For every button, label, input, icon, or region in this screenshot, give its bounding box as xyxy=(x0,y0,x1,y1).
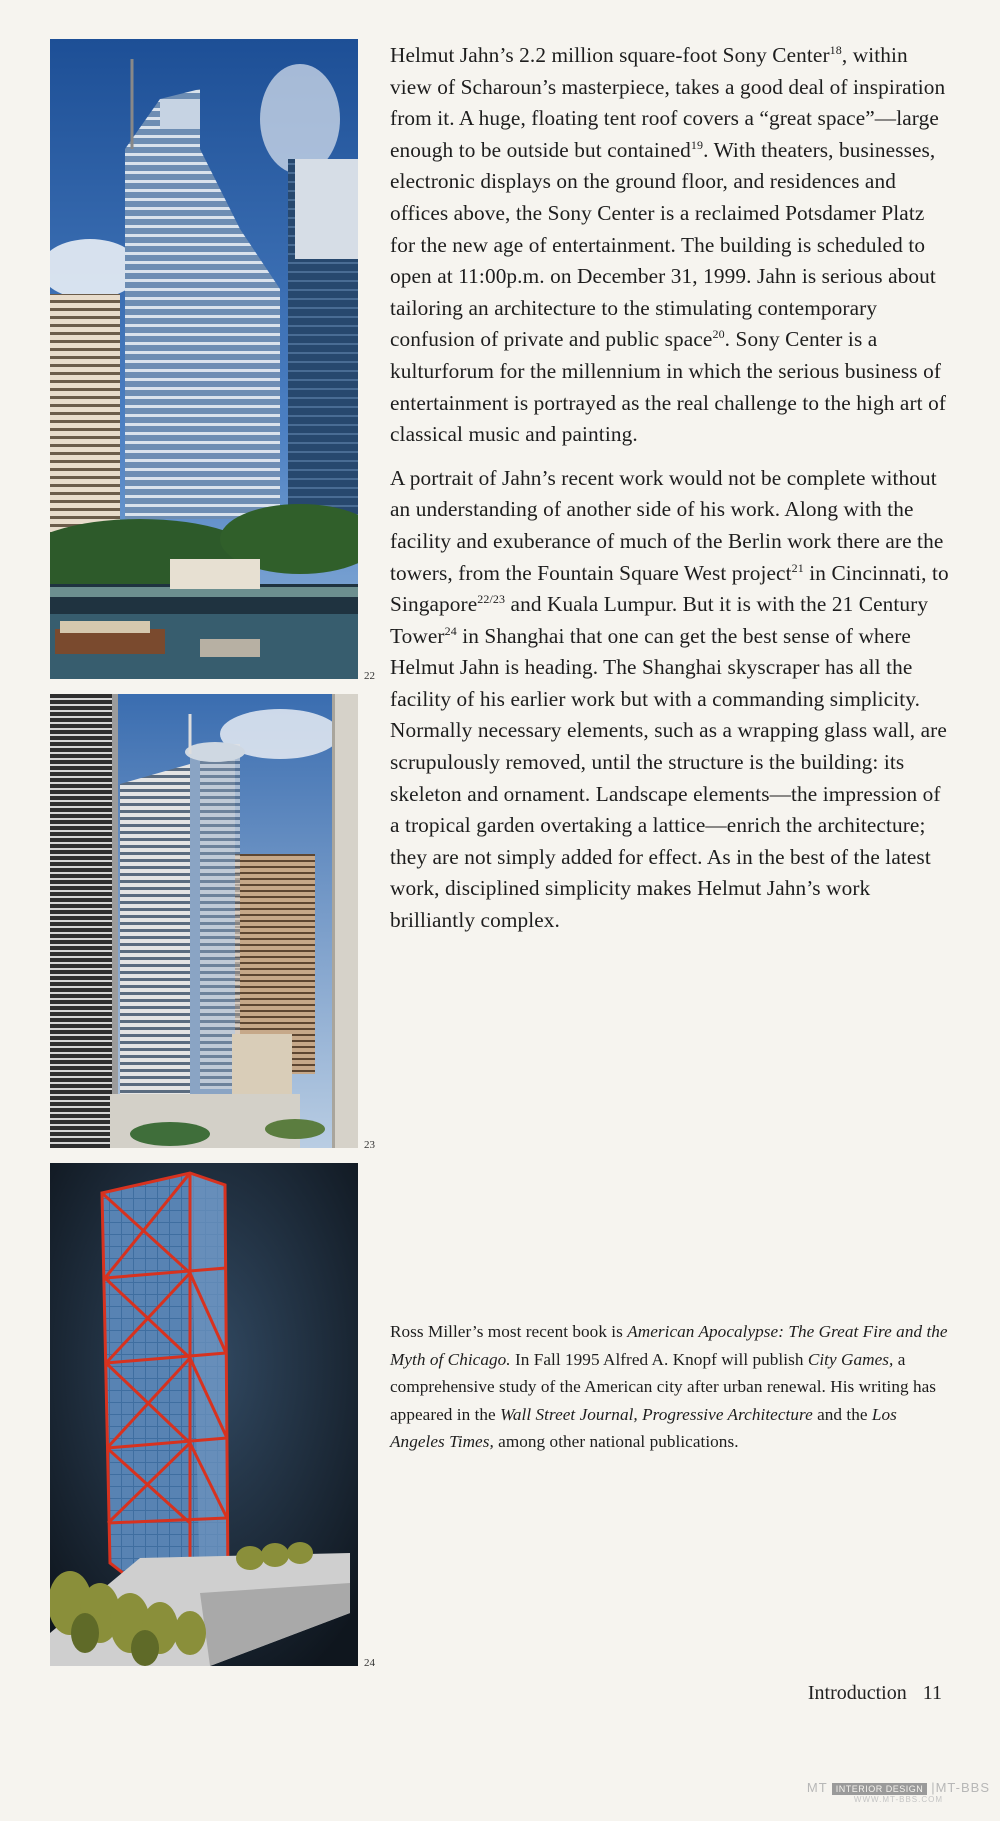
photo-singapore-tower-2 xyxy=(50,694,358,1148)
page-number: 11 xyxy=(922,1682,942,1704)
watermark-url: WWW.MT-BBS.COM xyxy=(853,1795,944,1804)
footnote-ref: 22/23 xyxy=(477,592,506,607)
author-bio: Ross Miller’s most recent book is American Apocalypse: The Great Fire and the Myth of Chicago. In Fall 1995 Alfred A. Knopf will publish City Games, a comprehensive study of the American city after urban renewal. His writing has appeared in the Wall Street Journal, Progressive Architecture and the Los Angeles Times, among other national publications. xyxy=(390,1322,948,1452)
figure-number-23: 23 xyxy=(364,1139,375,1151)
section-name: Introduction xyxy=(807,1682,907,1704)
watermark: MT INTERIOR DESIGN |MT-BBS WWW.MT-BBS.COM xyxy=(806,1780,990,1804)
book-title: City Games, xyxy=(807,1349,894,1369)
figure-number-24: 24 xyxy=(364,1657,375,1669)
figure-number-22: 22 xyxy=(364,670,375,682)
page-footer xyxy=(808,1682,942,1705)
footnote-ref: 19 xyxy=(690,137,704,152)
paragraph-sony-center: Helmut Jahn’s 2.2 million square-foot Sony Center$^{18}$, within view of Scharoun’s masterpiece, takes a good deal of inspiration from it. A huge, floating tent roof covers a “great space”—large enough to be outside but contained$^{19}$. With theaters, businesses, electronic displays on the ground floor, and residences and offices above, the Sony Center is a reclaimed Potsdamer Platz for the new age of entertainment. The building is scheduled to open at 11:00p.m. on December 31, 1999. Jahn is serious about tailoring an architecture to the stimulating contemporary confusion of private and public space$^{20}$. Sony Center is a kulturforum for the millennium in which the serious business of entertainment is portrayed as the real challenge to the high art of classical music and painting. xyxy=(390,43,947,447)
body-text xyxy=(390,40,950,937)
footnote-ref: 20 xyxy=(712,327,725,342)
publication-title: Wall Street Journal, Progressive Architecture xyxy=(500,1404,813,1424)
publication-title: Los Angeles Times, xyxy=(390,1404,897,1452)
footnote-ref: 21 xyxy=(791,560,804,575)
footnote-ref: 24 xyxy=(444,623,457,638)
photo-21-century-tower-model xyxy=(50,1163,358,1666)
paragraph-towers: A portrait of Jahn’s recent work would not be complete without an understanding of another side of his work. Along with the facility and exuberance of much of the Berlin work there are the towers, from the Fountain Square West project$^{21}$ in Cincinnati, to Singapore$^{22/23}$ and Kuala Lumpur. But it is with the 21 Century Tower$^{24}$ in Shanghai that one can get the best sense of where Helmut Jahn is heading. The Shanghai skyscraper has all the facility of his earlier work but with a commanding simplicity. Normally necessary elements, such as a wrapping glass wall, are scrupulously removed, until the structure is the building: its skeleton and ornament. Landscape elements—the impression of a tropical garden overtaking a lattice—enrich the architecture; they are not simply added for effect. As in the best of the latest work, disciplined simplicity makes Helmut Jahn’s work brilliantly complex. xyxy=(390,465,949,933)
photo-singapore-tower-1 xyxy=(50,39,358,679)
book-title: American Apocalypse: The Great Fire and the Myth of Chicago. xyxy=(390,1322,948,1369)
footnote-ref: 18 xyxy=(829,43,842,57)
